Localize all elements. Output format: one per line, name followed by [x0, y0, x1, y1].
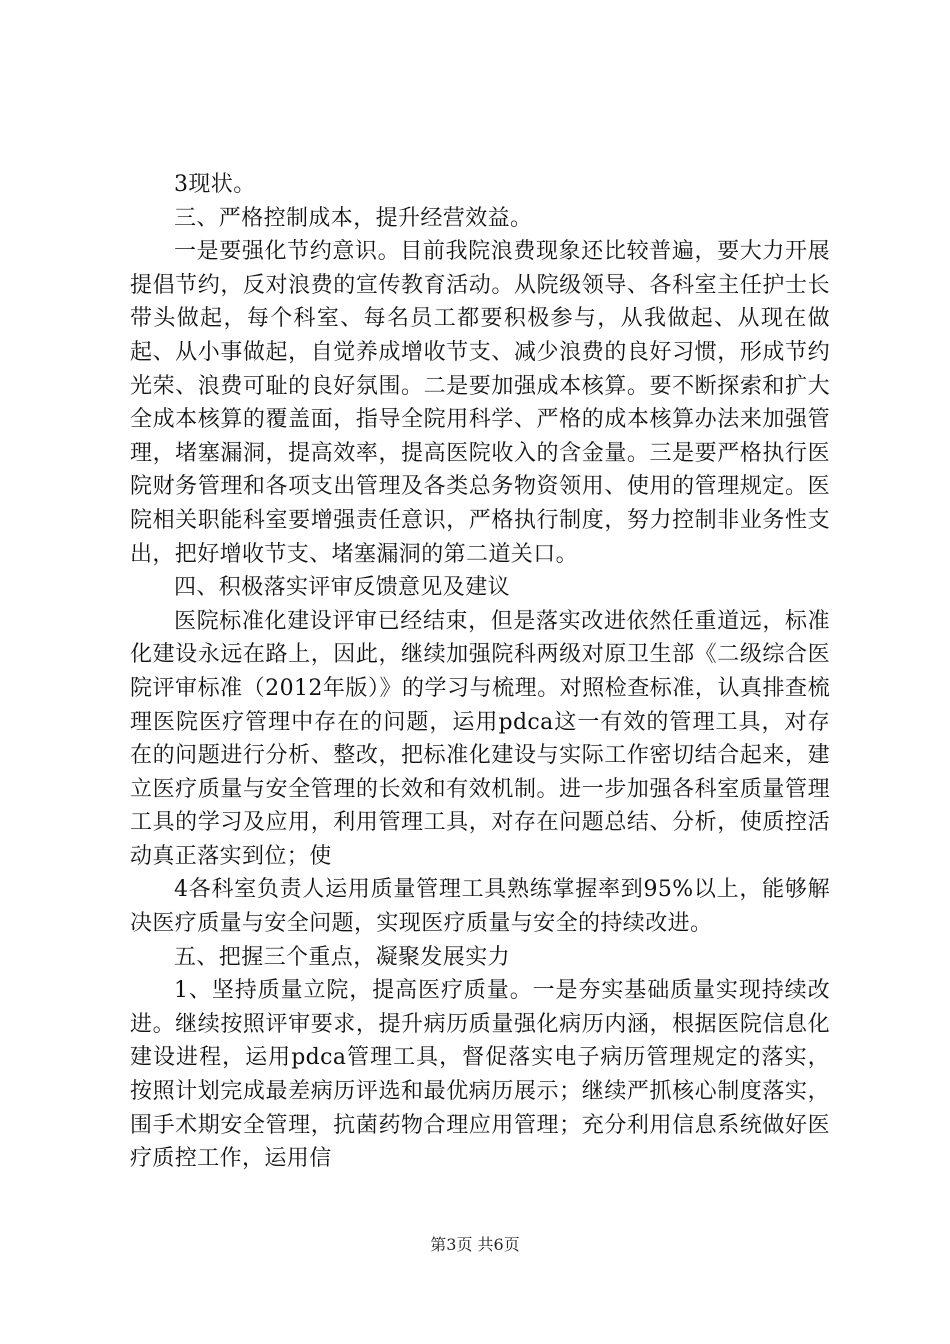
- heading-cost-control: 三、严格控制成本，提升经营效益。: [174, 205, 533, 231]
- page-number-footer: 第3页 共6页: [430, 1235, 520, 1254]
- paragraph-quality-tools: 4各科室负责人运用质量管理工具熟练掌握率到95%以上，能够解决医疗质量与安全问题，实现医疗质量与安全的持续改进。: [130, 877, 830, 937]
- paragraph-status-fragment: 3现状。: [174, 172, 256, 197]
- heading-three-priorities: 五、把握三个重点，凝聚发展实力: [174, 944, 511, 970]
- document-body: [130, 168, 830, 1176]
- paragraph-cost-control: 一是要强化节约意识。目前我院浪费现象还比较普遍，要大力开展提倡节约，反对浪费的宣传教育活动。从院级领导、各科室主任护士长带头做起，每个科室、每名员工都要积极参与，从我做起、从现在做起、从小事做起，自觉养成增收节支、减少浪费的良好习惯，形成节约光荣、浪费可耻的良好氛围。二是要加强成本核算。要不断探索和扩大全成本核算的覆盖面，指导全院用科学、严格的成本核算办法来加强管理，堵塞漏洞，提高效率，提高医院收入的含金量。三是要严格执行医院财务管理和各项支出管理及各类总务物资领用、使用的管理规定。医院相关职能科室要增强责任意识，严格执行制度，努力控制非业务性支出，把好增收节支、堵塞漏洞的第二道关口。: [130, 239, 830, 567]
- paragraph-quality-first: 1、坚持质量立院，提高医疗质量。一是夯实基础质量实现持续改进。继续按照评审要求，提升病历质量强化病历内涵，根据医院信息化建设进程，运用pdca管理工具，督促落实电子病历管理规定的落实，按照计划完成最差病历评选和最优病历展示；继续严抓核心制度落实，围手术期安全管理，抗菌药物合理应用管理；充分利用信息系统做好医疗质控工作，运用信: [130, 978, 830, 1172]
- heading-review-feedback: 四、积极落实评审反馈意见及建议: [174, 575, 511, 601]
- paragraph-review-feedback: 医院标准化建设评审已经结束，但是落实改进依然任重道远，标准化建设永远在路上，因此，继续加强院科两级对原卫生部《二级综合医院评审标准（2012年版）》的学习与梳理。对照检查标准，认真排查梳理医院医疗管理中存在的问题，运用pdca这一有效的管理工具，对存在的问题进行分析、整改，把标准化建设与实际工作密切结合起来，建立医疗质量与安全管理的长效和有效机制。进一步加强各科室质量管理工具的学习及应用，利用管理工具，对存在问题总结、分析，使质控活动真正落实到位；使: [130, 608, 830, 869]
